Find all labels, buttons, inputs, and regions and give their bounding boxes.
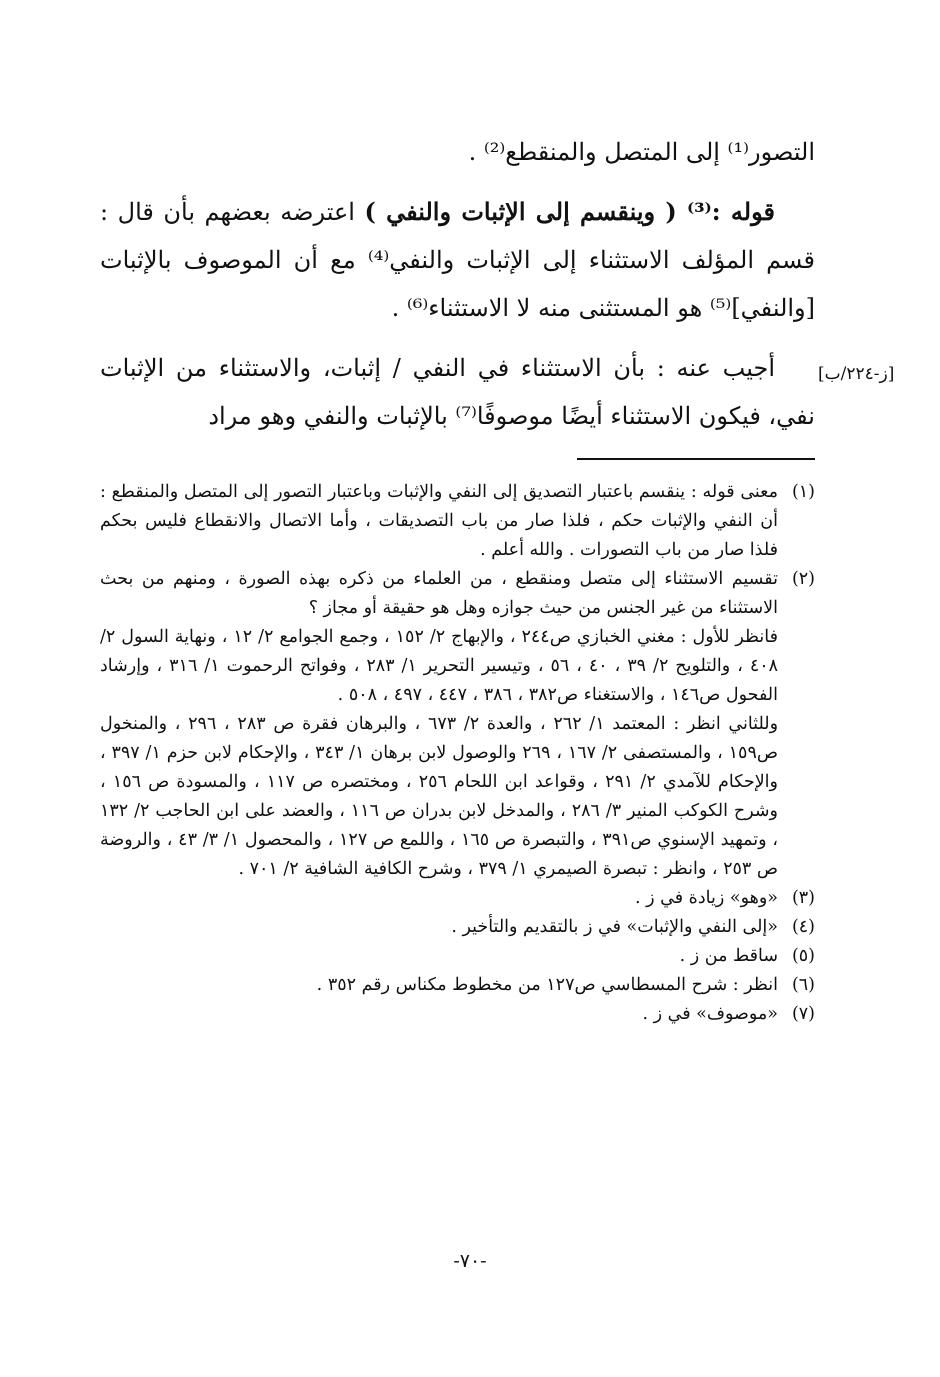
paragraph-2 (100, 188, 815, 332)
page-number: -٧٠- (453, 1250, 487, 1272)
footnote (100, 971, 815, 1000)
footnote-text: تقسيم الاستثناء إلى متصل ومنقطع ، من العلماء من ذكره بهذه الصورة ، ومنهم من بحث الاستثناء من غير الجنس من حيث جوازه وهل هو حقيقة أو مجاز ؟ (100, 569, 778, 618)
footnote-separator (577, 458, 815, 460)
footnote (100, 478, 815, 565)
footnote-number (778, 710, 815, 884)
paragraph-1: التصور⁽¹⁾ إلى المتصل والمنقطع⁽²⁾ . (468, 138, 815, 166)
footnote-text: انظر : شرح المسطاسي ص١٢٧ من مخطوط مكناس رقم ٣٥٢ . (316, 975, 778, 995)
footnote-number: (١) (791, 482, 815, 502)
main-text (100, 128, 815, 440)
footnote-number: (٤) (791, 917, 815, 937)
footnote (100, 942, 815, 971)
footnote-text: وللثاني انظر : المعتمد ١/ ٢٦٢ ، والعدة ٢/ ٦٧٣ ، والبرهان فقرة ص ٢٨٣ ، ٢٩٦ ، والمنخول ص١٥٩ ، والمستصفى ٢/ ١٦٧ ، ٢٦٩ والوصول لابن برهان ١/ ٣٤٣ ، والإحكام لابن حزم ١/ ٣٩٧ ، والإحكام للآمدي ٢/ ٢٩١ ، وقواعد ابن اللحام ٢٥٦ ، ومختصره ص ١١٧ ، والمسودة ص ١٥٦ ، وشرح الكوكب المنير ٣/ ٢٨٦ ، والمدخل لابن بدران ص ١١٦ ، والعضد على ابن الحاجب ٢/ ١٣٢ ، وتمهيد الإسنوي ص٣٩١ ، والتبصرة ص ١٦٥ ، واللمع ص ١٢٧ ، والمحصول ١/ ٣/ ٤٣ ، والروضة ص ٢٥٣ ، وانظر : تبصرة الصيمري ١/ ٣٧٩ ، وشرح الكافية الشافية ٢/ ٧٠١ . (100, 714, 779, 879)
footnote-number: (٦) (791, 975, 815, 995)
footnote-number: (٣) (791, 888, 815, 908)
footnote-number: (٥) (791, 946, 815, 966)
footnote-text: معنى قوله : ينقسم باعتبار التصديق إلى النفي والإثبات وباعتبار التصور إلى المتصل والمنقطع : أن النفي والإثبات حكم ، فلذا صار من باب التصديقات ، وأما الاتصال والانقطاع فليس بحكم فلذا صار من باب التصورات . والله أعلم . (100, 482, 778, 560)
footnote (100, 884, 815, 913)
footnote (100, 913, 815, 942)
footnote-text: فانظر للأول : مغني الخبازي ص٢٤٤ ، والإبهاج ٢/ ١٥٢ ، وجمع الجوامع ٢/ ١٢ ، ونهاية السول ٢/ ٤٠٨ ، والتلويح ٢/ ٣٩ ، ٤٠ ، ٥٦ ، وتيسير التحرير ١/ ٢٨٣ ، وفواتح الرحموت ١/ ٣١٦ ، وإرشاد الفحول ص١٤٦ ، والاستغناء ص٣٨٢ ، ٣٨٦ ، ٤٤٧ ، ٤٩٧ ، ٥٠٨ . (100, 627, 779, 705)
footnote-text: ساقط من ز . (679, 946, 778, 966)
footnote (100, 565, 815, 623)
footnote-continuation (100, 710, 815, 884)
footnote-number: (٢) (791, 569, 815, 589)
footnote-text: «موصوف» في ز . (642, 1004, 778, 1024)
footnote-number (778, 623, 815, 710)
footnote-number: (٧) (791, 1004, 815, 1024)
footnote-text: «وهو» زيادة في ز . (635, 888, 778, 908)
quoted-phrase: قوله :⁽³⁾ ( وينقسم إلى الإثبات والنفي ) (364, 197, 775, 226)
paragraph-3: أجيب عنه : بأن الاستثناء في النفي / إثبات، والاستثناء من الإثبات نفي، فيكون الاستثناء أيضًا موصوفًا⁽⁷⁾ بالإثبات والنفي وهو مراد (100, 354, 815, 430)
footnote-continuation (100, 623, 815, 710)
footnote-text: «إلى النفي والإثبات» في ز بالتقديم والتأخير . (451, 917, 778, 937)
footnote (100, 1000, 815, 1029)
paragraph-2-body: اعترضه بعضهم بأن قال : قسم المؤلف الاستثناء إلى الإثبات والنفي⁽⁴⁾ مع أن الموصوف بالإثبات [والنفي]⁽⁵⁾ هو المستثنى منه لا الاستثناء⁽⁶⁾ . (100, 198, 816, 322)
footnotes (100, 478, 815, 1029)
manuscript-folio-note: [ز-٢٢٤/ب] (818, 364, 895, 384)
